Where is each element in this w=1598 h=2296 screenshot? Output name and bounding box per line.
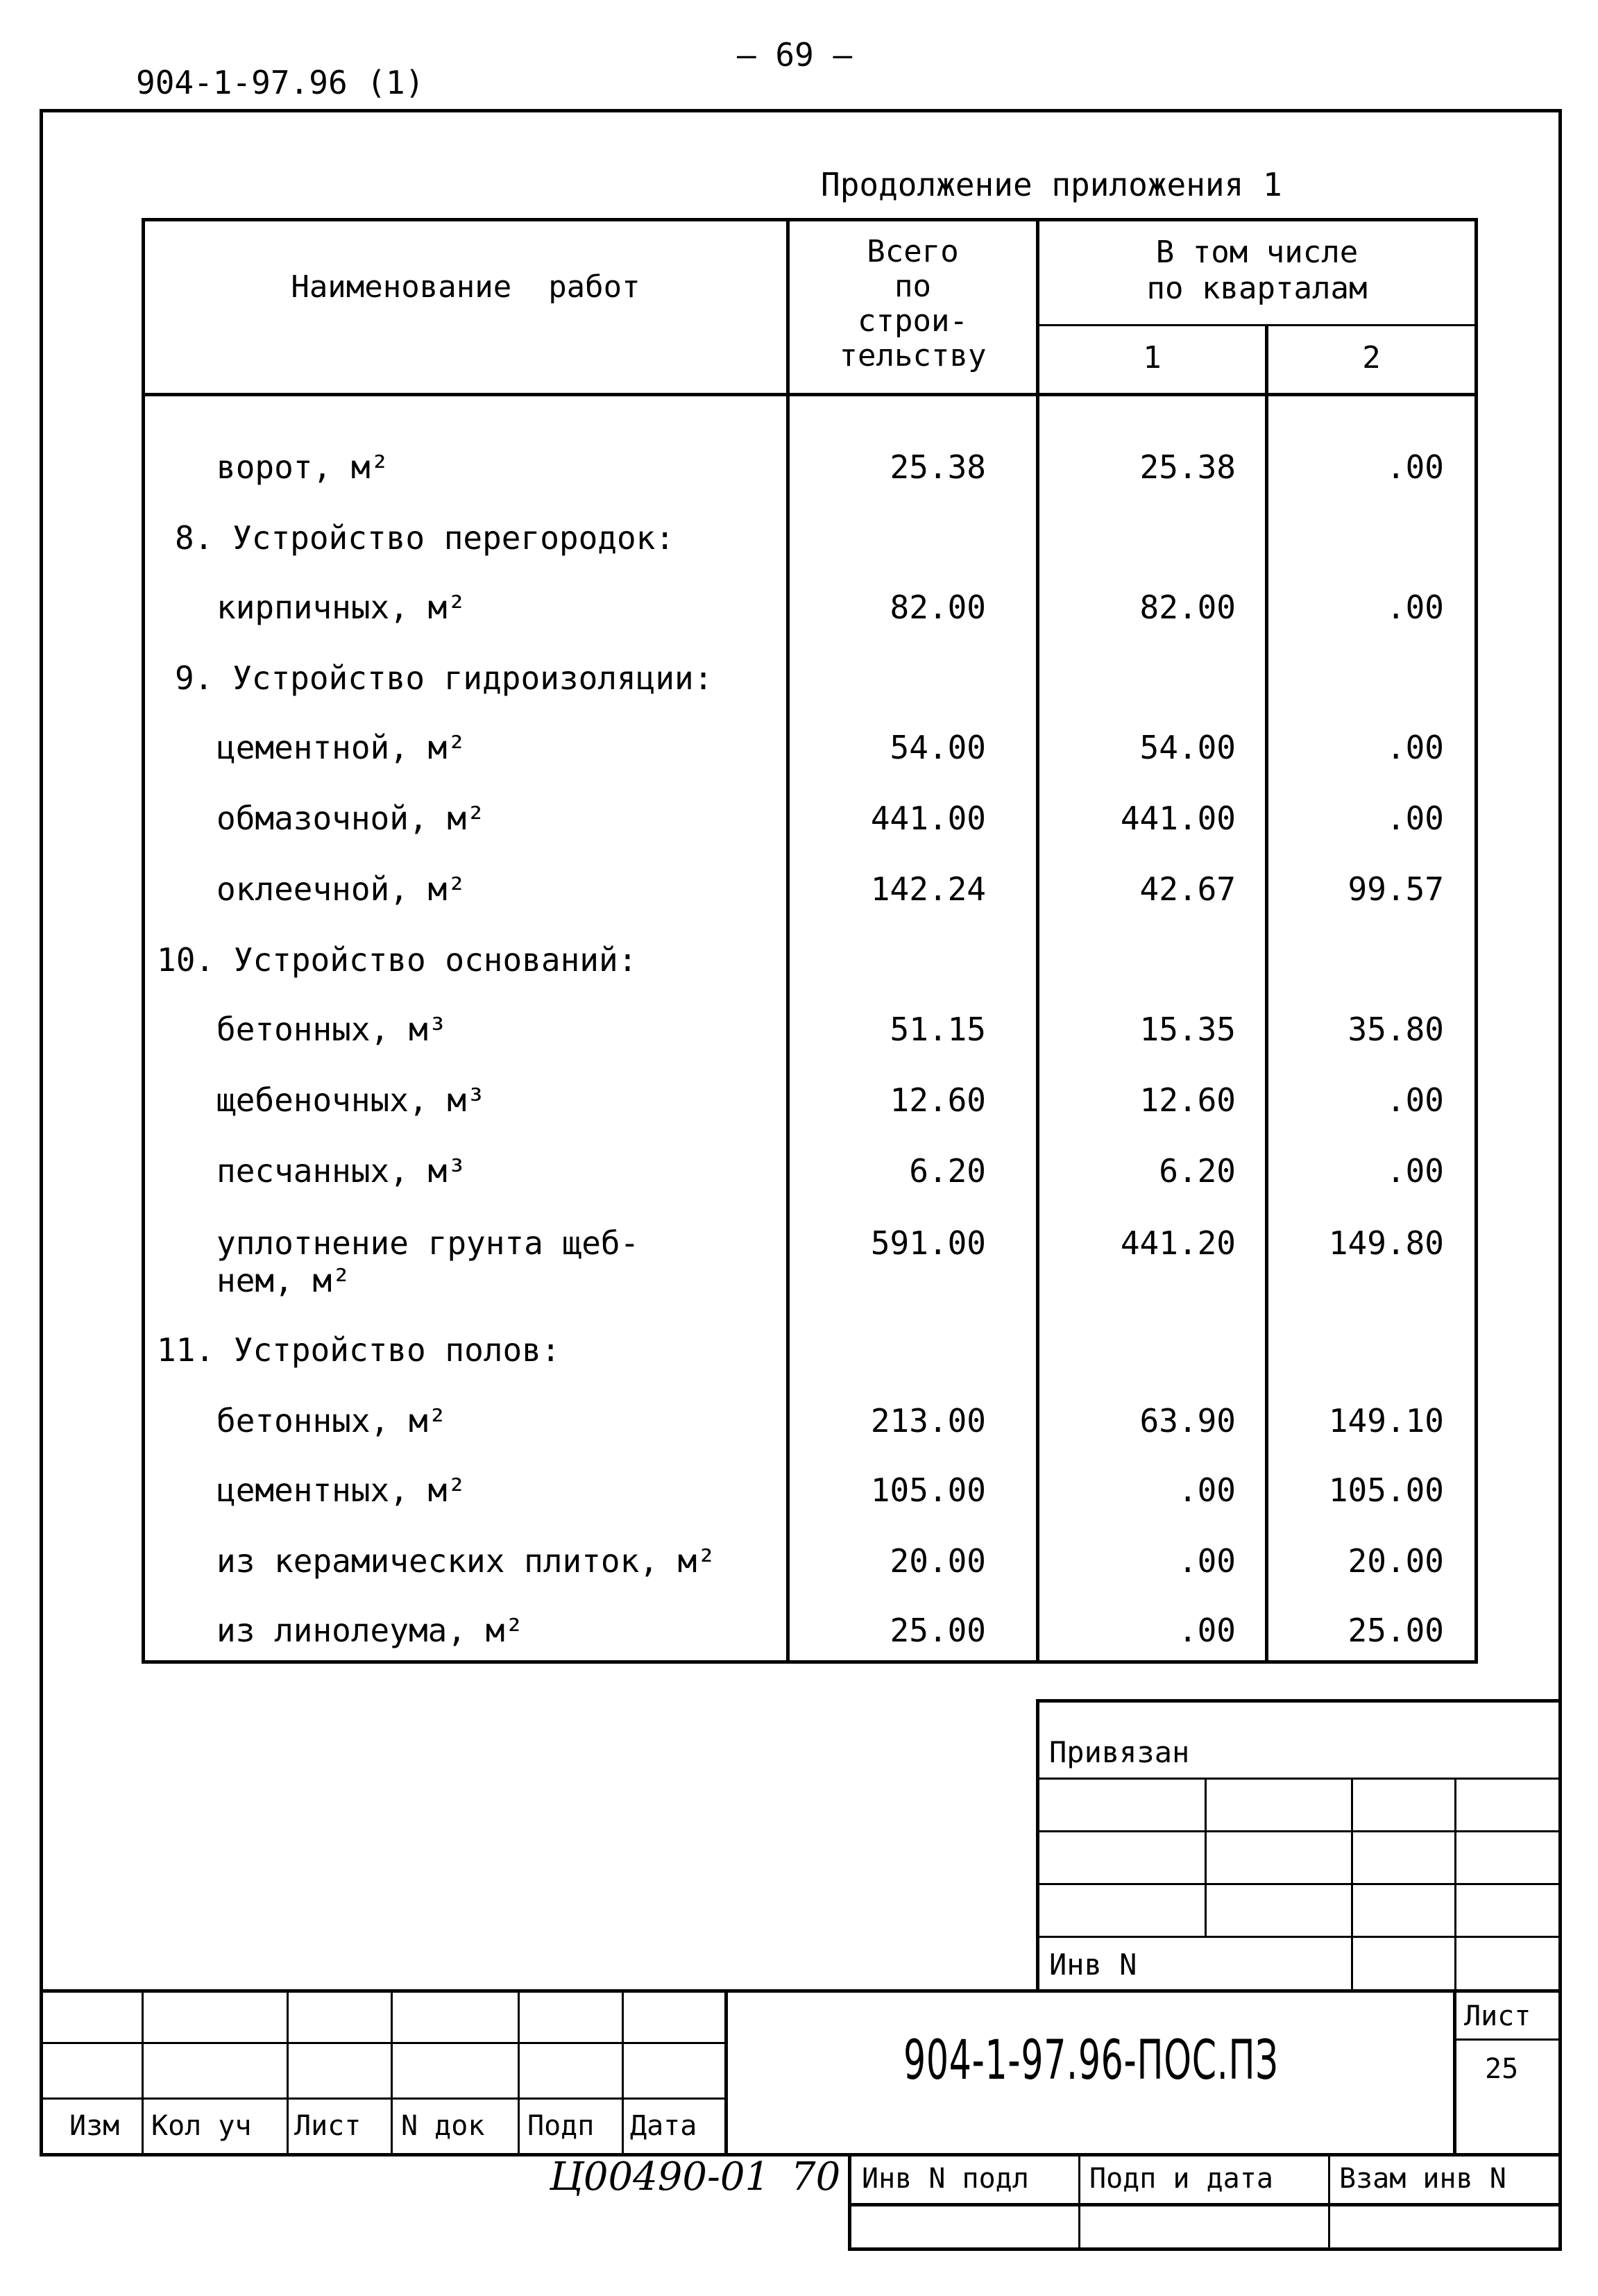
row-q2: .00 bbox=[1386, 589, 1444, 626]
row-label: бетонных, м² bbox=[216, 1402, 448, 1440]
row-q1: 42.67 bbox=[1139, 870, 1236, 908]
header-quarters-group bbox=[1039, 235, 1474, 307]
row-q2: 25.00 bbox=[1348, 1612, 1444, 1649]
row-q2: .00 bbox=[1386, 448, 1444, 486]
row-label: бетонных, м³ bbox=[216, 1011, 448, 1048]
row-q1: 63.90 bbox=[1139, 1402, 1236, 1440]
row-q1: 15.35 bbox=[1139, 1011, 1236, 1048]
row-q1: 82.00 bbox=[1139, 589, 1236, 626]
row-label: 8. Устройство перегородок: bbox=[175, 519, 675, 557]
row-q1: 12.60 bbox=[1139, 1081, 1236, 1119]
row-q2: .00 bbox=[1386, 1152, 1444, 1190]
row-label: ворот, м² bbox=[216, 448, 390, 486]
row-q1: .00 bbox=[1178, 1542, 1236, 1580]
header-total-line: тельству bbox=[839, 338, 987, 373]
header-q2: 2 bbox=[1362, 340, 1381, 375]
header-quarters-line: В том числе bbox=[1155, 235, 1359, 270]
page-number: – 69 – bbox=[737, 36, 853, 74]
row-q2: 20.00 bbox=[1348, 1542, 1444, 1580]
row-total: 105.00 bbox=[870, 1471, 986, 1509]
col-data: Дата bbox=[630, 2110, 697, 2142]
row-label: щебеночных, м³ bbox=[216, 1081, 486, 1119]
row-label: песчанных, м³ bbox=[216, 1152, 467, 1190]
continuation-title: Продолжение приложения 1 bbox=[821, 166, 1282, 203]
row-label: оклеечной, м² bbox=[216, 870, 467, 908]
vzam-inv-n: Взам инв N bbox=[1339, 2163, 1506, 2195]
header-total-line: Всего bbox=[867, 234, 959, 269]
row-q1: .00 bbox=[1178, 1471, 1236, 1509]
col-kol-uch: Кол уч bbox=[151, 2110, 252, 2142]
header-q1: 1 bbox=[1143, 340, 1162, 375]
sheet-label: Лист bbox=[1464, 2000, 1531, 2032]
handwritten-number: 70 bbox=[791, 2154, 841, 2200]
row-q2: 105.00 bbox=[1328, 1471, 1444, 1509]
col-n-dok: N док bbox=[401, 2110, 485, 2142]
row-q2: 149.10 bbox=[1328, 1402, 1444, 1440]
row-q2: .00 bbox=[1386, 1081, 1444, 1119]
row-label: кирпичных, м² bbox=[216, 589, 467, 626]
row-label: цементных, м² bbox=[216, 1471, 467, 1509]
inv-n-podl: Инв N подл bbox=[862, 2163, 1029, 2195]
row-label: обмазочной, м² bbox=[216, 800, 486, 837]
col-podp: Подп bbox=[527, 2110, 595, 2142]
row-total: 20.00 bbox=[890, 1542, 986, 1580]
row-q2: .00 bbox=[1386, 729, 1444, 766]
header-total-line: по bbox=[894, 269, 931, 304]
binding-label: Привязан bbox=[1049, 1735, 1190, 1769]
row-total: 54.00 bbox=[890, 729, 986, 766]
podp-i-data: Подп и дата bbox=[1089, 2163, 1273, 2195]
header-quarters-line: по кварталам bbox=[1146, 271, 1368, 306]
row-q2: 149.80 bbox=[1328, 1224, 1444, 1262]
row-label: из линолеума, м² bbox=[216, 1612, 525, 1649]
row-q2: 35.80 bbox=[1348, 1011, 1444, 1048]
row-total: 51.15 bbox=[890, 1011, 986, 1048]
handwritten-archive-number: Ц00490-01 bbox=[550, 2154, 770, 2200]
row-total: 213.00 bbox=[870, 1402, 986, 1440]
row-total: 82.00 bbox=[890, 589, 986, 626]
row-q1: 6.20 bbox=[1159, 1152, 1236, 1190]
row-q2: .00 bbox=[1386, 800, 1444, 837]
document-code: 904-1-97.96-ПОС.ПЗ bbox=[903, 2029, 1279, 2092]
row-label: 11. Устройство полов: bbox=[157, 1331, 561, 1369]
header-total-line: строи- bbox=[858, 303, 968, 339]
inv-n-label: Инв N bbox=[1049, 1948, 1137, 1982]
col-izm: Изм bbox=[69, 2110, 120, 2142]
row-q1: 441.20 bbox=[1120, 1224, 1236, 1262]
row-label: 10. Устройство оснований: bbox=[157, 941, 638, 979]
row-total: 25.38 bbox=[890, 448, 986, 486]
row-total: 591.00 bbox=[870, 1224, 986, 1262]
sheet-number: 25 bbox=[1485, 2053, 1519, 2085]
col-list: Лист bbox=[294, 2110, 362, 2142]
doc-code-top: 904-1-97.96 (1) bbox=[136, 64, 425, 101]
row-total: 12.60 bbox=[890, 1081, 986, 1119]
row-total: 142.24 bbox=[870, 870, 986, 908]
header-name: Наименование работ bbox=[291, 269, 640, 305]
row-total: 441.00 bbox=[870, 800, 986, 837]
row-label: уплотнение грунта щеб- bbox=[216, 1224, 640, 1262]
row-q2: 99.57 bbox=[1348, 870, 1444, 908]
row-q1: .00 bbox=[1178, 1612, 1236, 1649]
row-label: цементной, м² bbox=[216, 729, 467, 766]
header-total bbox=[790, 235, 1036, 373]
row-q1: 441.00 bbox=[1120, 800, 1236, 837]
row-total: 25.00 bbox=[890, 1612, 986, 1649]
row-q1: 25.38 bbox=[1139, 448, 1236, 486]
row-total: 6.20 bbox=[909, 1152, 986, 1190]
row-label-continued: нем, м² bbox=[216, 1262, 351, 1299]
row-label: 9. Устройство гидроизоляции: bbox=[175, 659, 713, 697]
row-q1: 54.00 bbox=[1139, 729, 1236, 766]
row-label: из керамических плиток, м² bbox=[216, 1542, 717, 1580]
